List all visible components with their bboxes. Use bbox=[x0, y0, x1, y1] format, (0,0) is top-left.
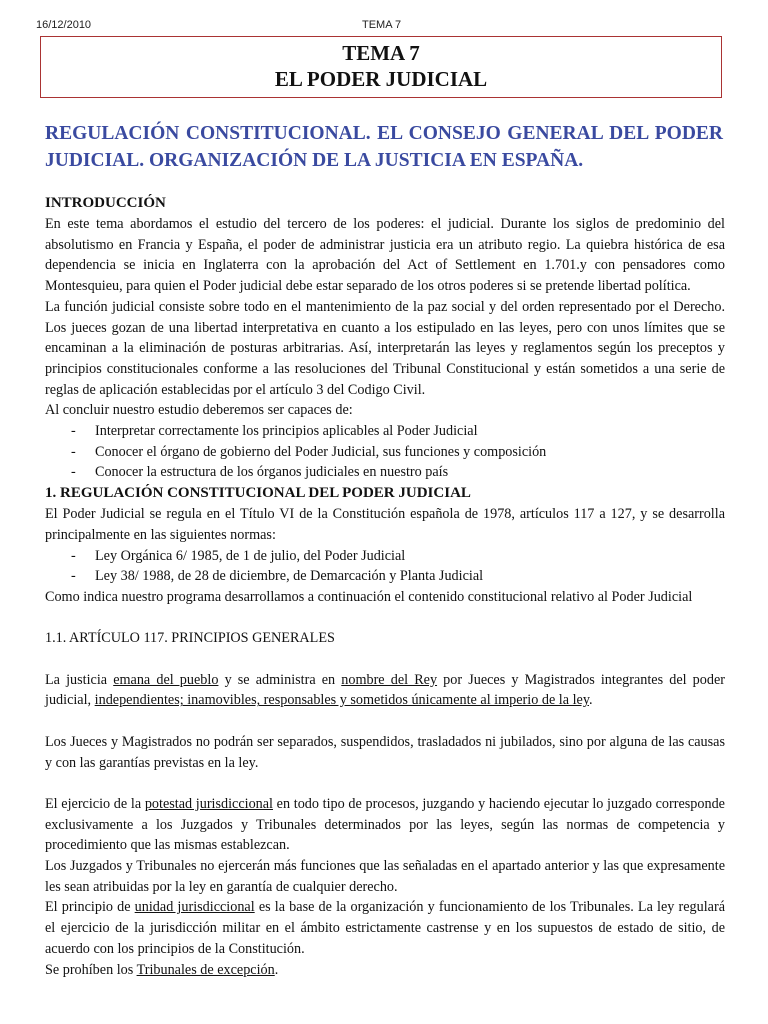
list-item: - Conocer el órgano de gobierno del Poder Judicial, sus funciones y composición bbox=[71, 443, 547, 460]
document-body bbox=[45, 193, 725, 980]
list-item: - Interpretar correctamente los principios aplicables al Poder Judicial bbox=[71, 423, 478, 440]
article-117-paragraph-6: Se prohíben los Tribunales de excepción. bbox=[45, 961, 279, 978]
article-117-paragraph-2: Los Jueces y Magistrados no podrán ser separados, suspendidos, trasladados ni jubilados, sino por alguna de las causas y con las garantías previstas en la ley. bbox=[45, 733, 725, 771]
list-item: - Ley 38/ 1988, de 28 de diciembre, de Demarcación y Planta Judicial bbox=[71, 568, 484, 585]
intro-heading: INTRODUCCIÓN bbox=[45, 195, 166, 211]
article-117-paragraph-4: Los Juzgados y Tribunales no ejercerán más funciones que las señaladas en el apartado anterior y las que expresamente les sean atribuidas por la ley en garantía de cualquier derecho. bbox=[45, 858, 725, 895]
header-date: 16/12/2010 bbox=[36, 19, 92, 31]
section-1-paragraph-2: Como indica nuestro programa desarrollamos a continuación el contenido constitucional relativo al Poder Judicial bbox=[45, 588, 693, 605]
section-1-paragraph-1: El Poder Judicial se regula en el Título VI de la Constitución española de 1978, artículos 117 a 127, y se desarrolla principalmente en las siguientes normas: bbox=[45, 506, 725, 543]
document-subtitle: REGULACIÓN CONSTITUCIONAL. EL CONSEJO GENERAL DEL PODER JUDICIAL. ORGANIZACIÓN DE LA JUSTICIA EN ESPAÑA. bbox=[45, 123, 723, 171]
intro-paragraph-3: Al concluir nuestro estudio deberemos ser capaces de: bbox=[45, 402, 353, 419]
intro-paragraph-2: La función judicial consiste sobre todo en el mantenimiento de la paz social y del orden representado por el Derecho. Los jueces gozan de una libertad interpretativa en cuanto a los estipulado en las leyes, pero con unos límites que se encaminan a la eliminación de posturas arbitrarias. Así, interpretarán las leyes y reglamentos según los preceptos y principios constitucionales conforme a las resoluciones del Tribunal Constitucional y están sometidos a una serie de reglas de aplicación establecidas por el artículo 3 del Codigo Civil. bbox=[45, 298, 725, 398]
section-1-1-heading: 1.1. ARTÍCULO 117. PRINCIPIOS GENERALES bbox=[45, 630, 335, 647]
objectives-list bbox=[45, 421, 725, 483]
article-117-paragraph-1: La justicia emana del pueblo y se administra en nombre del Rey por Jueces y Magistrados integrantes del poder judicial, independientes; inamovibles, responsables y sometidos únicamente al imperio de la ley. bbox=[45, 671, 725, 709]
intro-paragraph-1: En este tema abordamos el estudio del tercero de los poderes: el judicial. Durante los siglos de predominio del absolutismo en Francia y España, el poder de administrar justicia era un atributo regio. La quiebra histórica de esa dependencia se inicia en Inglaterra con la aprobación del Act of Settlement en 1.701.y con pensadores como Montesquieu, para quien el Poder judicial debe estar separado de los otros poderes si se pretende libertad política. bbox=[45, 216, 725, 295]
section-1-heading: 1. REGULACIÓN CONSTITUCIONAL DEL PODER JUDICIAL bbox=[45, 485, 471, 502]
header-tema: TEMA 7 bbox=[362, 19, 402, 31]
title-line-2: EL PODER JUDICIAL bbox=[274, 67, 488, 91]
list-item: - Ley Orgánica 6/ 1985, de 1 de julio, del Poder Judicial bbox=[71, 547, 406, 564]
article-117-paragraph-3: El ejercicio de la potestad jurisdiccional en todo tipo de procesos, juzgando y haciendo ejecutar lo juzgado corresponde exclusivamente a los Juzgados y Tribunales determinados por las leyes, según las normas de competencia y procedimiento que las mismas establezcan. bbox=[45, 795, 725, 854]
title-box bbox=[40, 36, 722, 98]
list-item: - Conocer la estructura de los órganos judiciales en nuestro país bbox=[71, 464, 449, 481]
article-117-paragraph-5: El principio de unidad jurisdiccional es la base de la organización y funcionamiento de los Tribunales. La ley regulará el ejercicio de la jurisdicción militar en el ámbito estrictamente castrense y en los supuestos de estado de sitio, de acuerdo con los principios de la Constitución. bbox=[45, 899, 725, 957]
laws-list bbox=[45, 546, 725, 587]
title-line-1: TEMA 7 bbox=[342, 41, 420, 65]
